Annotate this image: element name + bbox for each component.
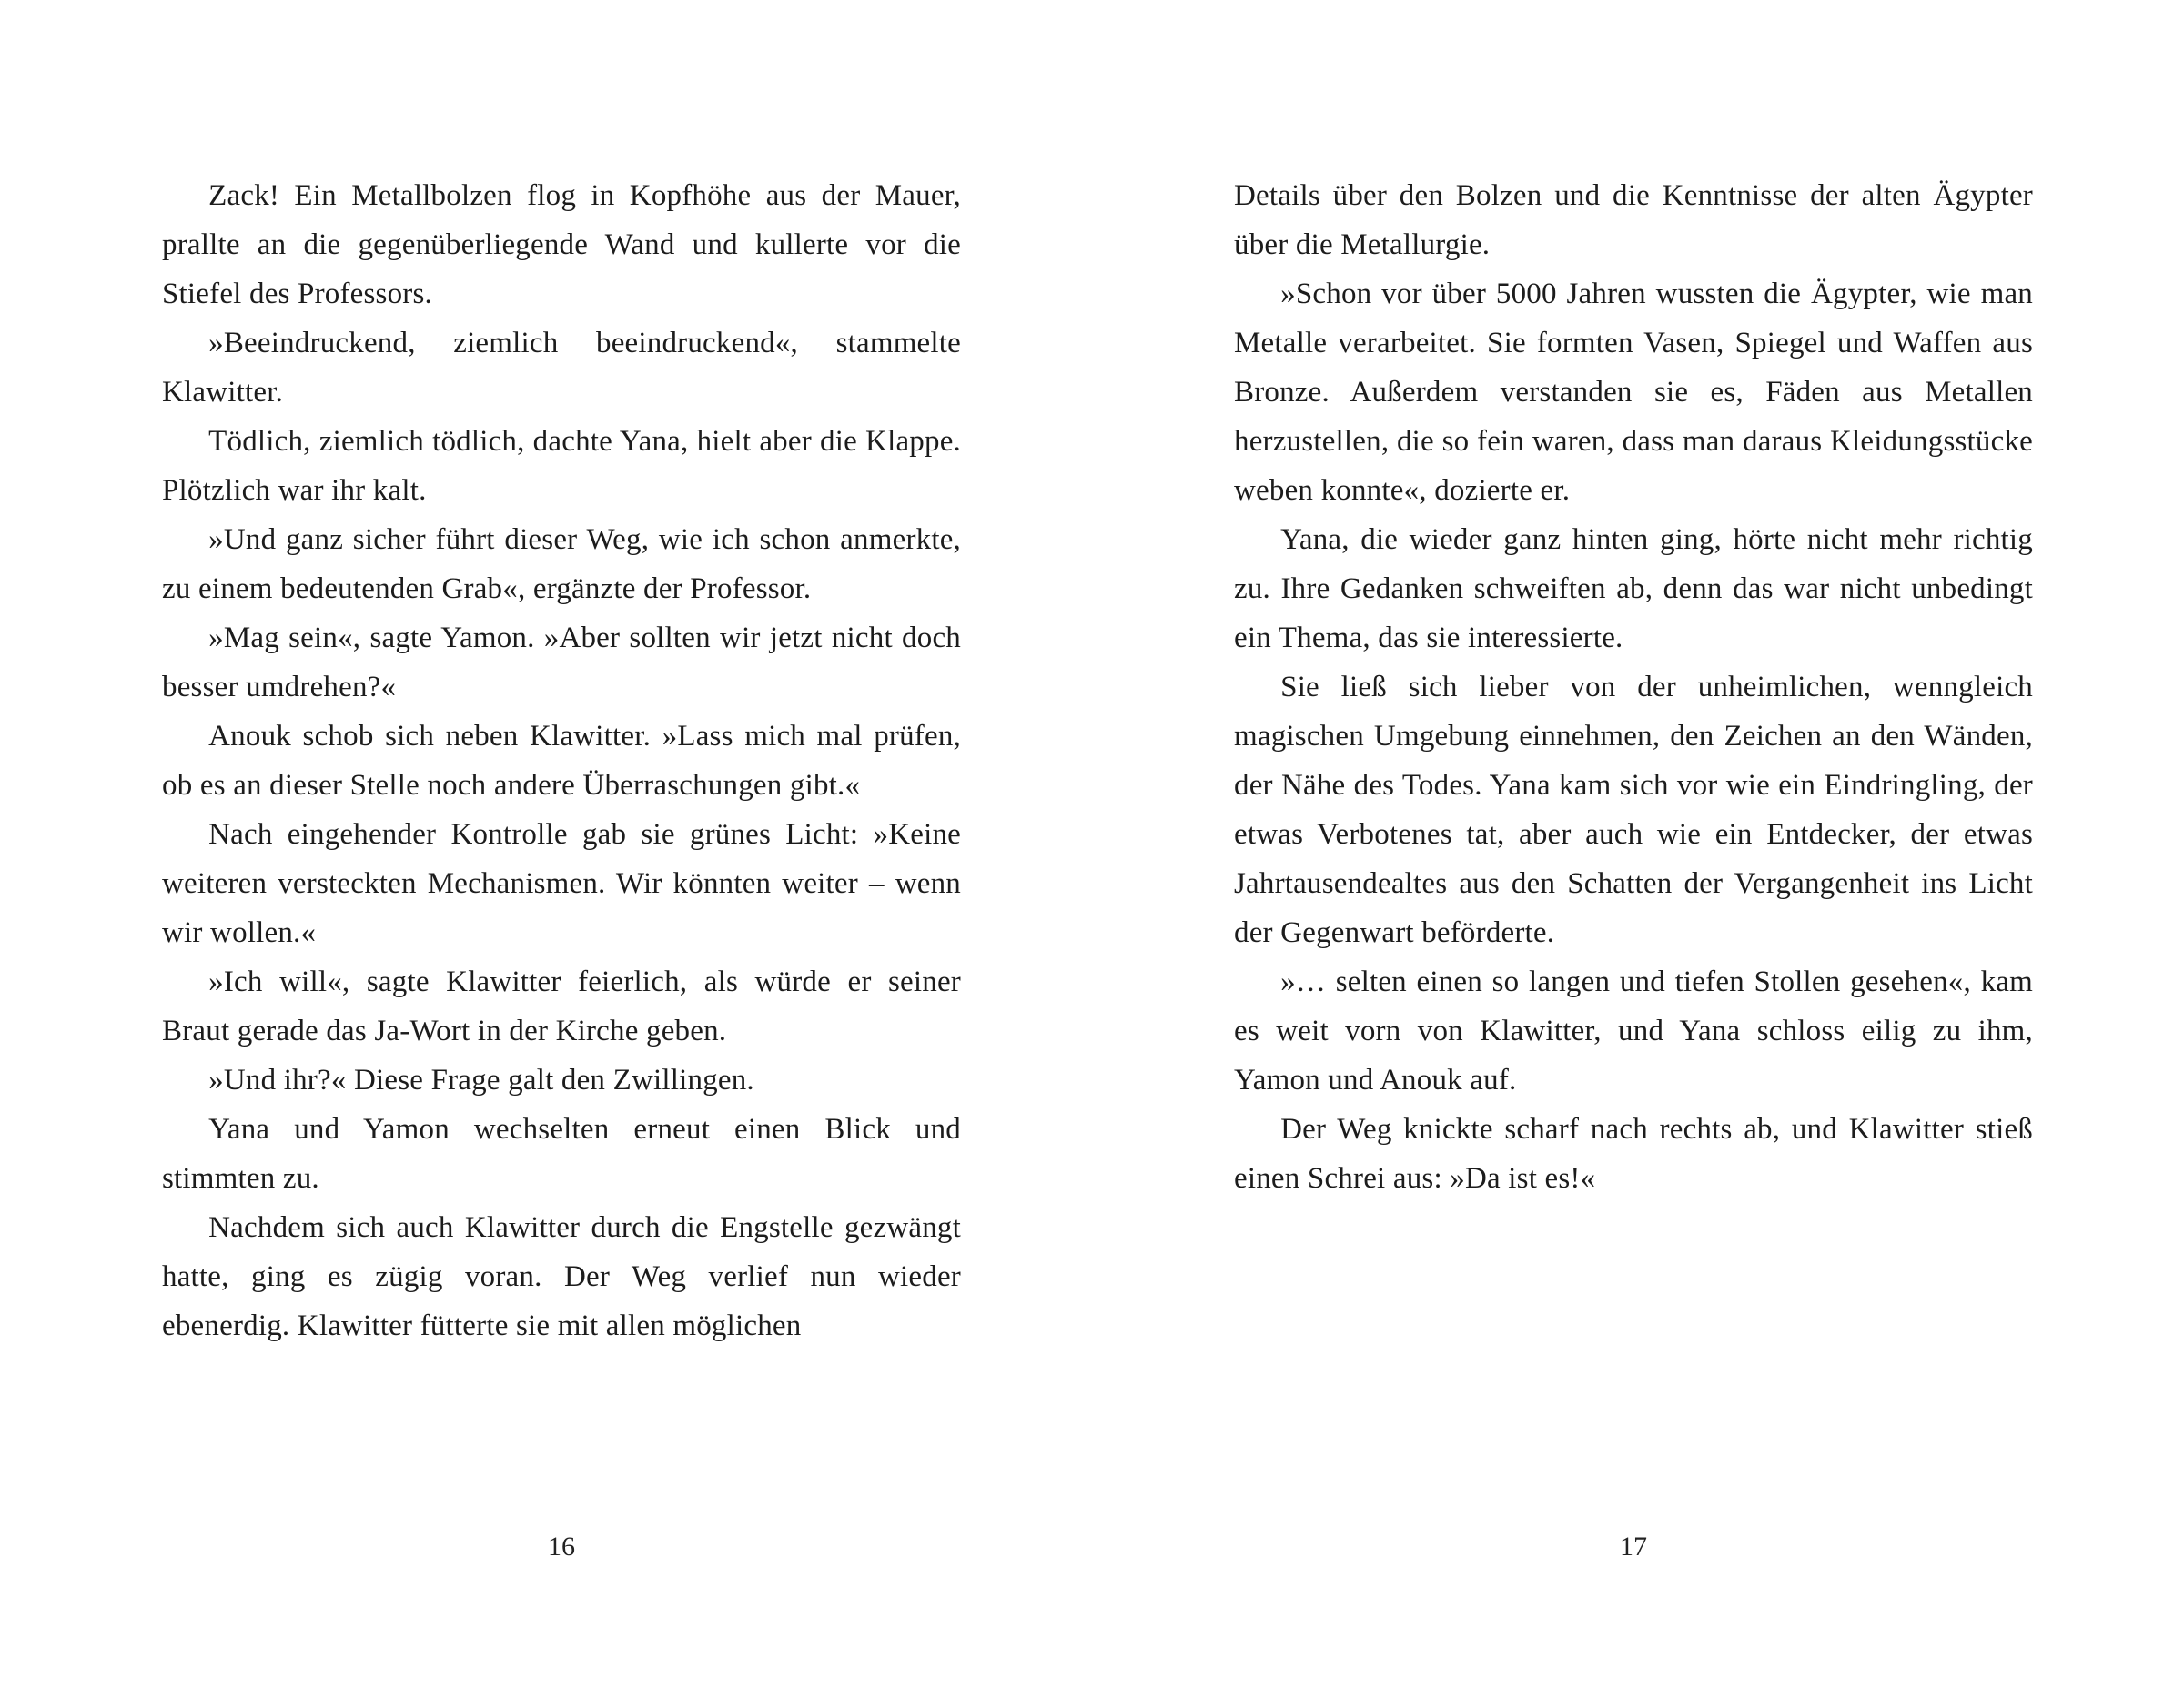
paragraph: Der Weg knickte scharf nach rechts ab, und Klawitter stieß einen Schrei aus: »Da ist es!« (1234, 1113, 2033, 1195)
paragraph: »Beeindruckend, ziemlich beeindruckend«, stammelte Klawitter. (162, 327, 961, 409)
page-number-left: 16 (548, 1532, 575, 1562)
paragraph: »Ich will«, sagte Klawitter feierlich, als würde er seiner Braut gerade das Ja-Wort in der Kirche geben. (162, 966, 961, 1047)
paragraph: »Mag sein«, sagte Yamon. »Aber sollten wir jetzt nicht doch besser umdrehen?« (162, 622, 961, 703)
paragraph: »Und ihr?« Diese Frage galt den Zwillingen. (208, 1064, 754, 1097)
paragraph: »Und ganz sicher führt dieser Weg, wie ich schon anmerkte, zu einem bedeutenden Grab«, ergänzte der Professor. (162, 523, 961, 605)
page-right-text (1234, 171, 2033, 1203)
paragraph: Zack! Ein Metallbolzen flog in Kopfhöhe aus der Mauer, prallte an die gegenüberliegende Wand und kullerte vor die Stiefel des Professors. (162, 179, 961, 310)
page-right (1092, 0, 2184, 1699)
page-left-text (162, 171, 961, 1350)
paragraph: Yana und Yamon wechselten erneut einen Blick und stimmten zu. (162, 1113, 961, 1195)
paragraph: Anouk schob sich neben Klawitter. »Lass mich mal prüfen, ob es an dieser Stelle noch andere Überraschungen gibt.« (162, 720, 961, 802)
page-number-right: 17 (1620, 1532, 1647, 1562)
paragraph: Nachdem sich auch Klawitter durch die Engstelle gezwängt hatte, ging es zügig voran. Der Weg verlief nun wieder ebenerdig. Klawitter fütterte sie mit allen möglichen (162, 1211, 961, 1342)
paragraph: Tödlich, ziemlich tödlich, dachte Yana, hielt aber die Klappe. Plötzlich war ihr kalt. (162, 425, 961, 507)
paragraph: Sie ließ sich lieber von der unheimlichen, wenngleich magischen Umgebung einnehmen, den Zeichen an den Wänden, der Nähe des Todes. Yana kam sich vor wie ein Eindringling, der etwas Verbotenes tat, aber auch wie ein Entdecker, der etwas Jahrtausendealtes aus den Schatten der Vergangenheit ins Licht der Gegenwart beförderte. (1234, 671, 2033, 949)
paragraph: »… selten einen so langen und tiefen Stollen gesehen«, kam es weit vorn von Klawitter, und Yana schloss eilig zu ihm, Yamon und Anouk auf. (1234, 966, 2033, 1097)
paragraph-continuation: Details über den Bolzen und die Kenntnisse der alten Ägypter über die Metallurgie. (1234, 179, 2033, 261)
paragraph: Yana, die wieder ganz hinten ging, hörte nicht mehr richtig zu. Ihre Gedanken schweiften ab, denn das war nicht unbedingt ein Thema, das sie interessierte. (1234, 523, 2033, 654)
paragraph: Nach eingehender Kontrolle gab sie grünes Licht: »Keine weiteren versteckten Mechanismen. Wir könnten weiter – wenn wir wollen.« (162, 818, 961, 949)
paragraph: »Schon vor über 5000 Jahren wussten die Ägypter, wie man Metalle verarbeitet. Sie formten Vasen, Spiegel und Waffen aus Bronze. Außerdem verstanden sie es, Fäden aus Metallen herzustellen, die so fein waren, dass man daraus Kleidungsstücke weben konnte«, dozierte er. (1234, 278, 2033, 507)
